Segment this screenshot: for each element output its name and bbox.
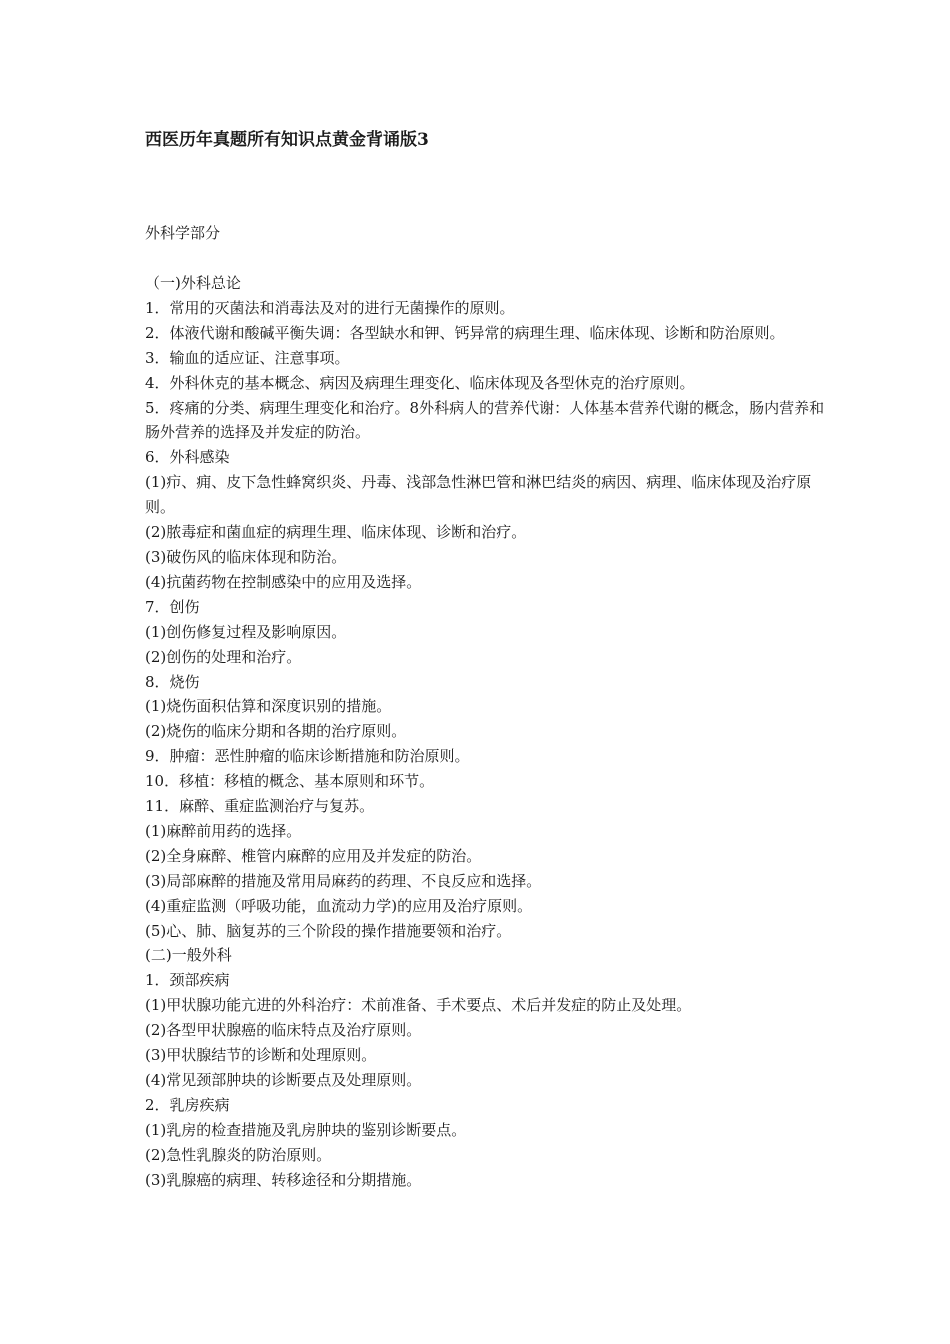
text-line: 1．常用的灭菌法和消毒法及对的进行无菌操作的原则。 [145, 298, 515, 317]
text-line: （一)外科总论 [145, 274, 241, 292]
text-line: (3)破伤风的临床体现和防治。 [145, 547, 347, 566]
text-line: (2)各型甲状腺癌的临床特点及治疗原则。 [145, 1021, 422, 1040]
text-line: (2)脓毒症和菌血症的病理生理、临床体现、诊断和治疗。 [145, 523, 527, 542]
text-line: (1)烧伤面积估算和深度识别的措施。 [145, 697, 392, 716]
text-line: (3)局部麻醉的措施及常用局麻药的药理、不良反应和选择。 [145, 871, 542, 890]
text-line: (2)烧伤的临床分期和各期的治疗原则。 [145, 722, 407, 741]
text-line: (3)乳腺癌的病理、转移途径和分期措施。 [145, 1170, 422, 1189]
text-line: 2．乳房疾病 [145, 1095, 230, 1114]
text-line: 9．肿瘤：恶性肿瘤的临床诊断措施和防治原则。 [145, 747, 470, 766]
text-line: 5．疼痛的分类、病理生理变化和治疗。8外科病人的营养代谢：人体基本营养代谢的概念，肠内营养和肠外营养的选择及并发症的防治。 [145, 398, 825, 442]
text-line: (2)创伤的处理和治疗。 [145, 647, 302, 666]
text-line: 1．颈部疾病 [145, 971, 230, 990]
text-line: (1)乳房的检查措施及乳房肿块的鉴别诊断要点。 [145, 1120, 467, 1139]
text-line: (4)重症监测（呼吸功能，血流动力学)的应用及治疗原则。 [145, 896, 533, 915]
text-line: (1)麻醉前用药的选择。 [145, 821, 302, 840]
document-body [145, 271, 825, 1193]
text-line: 4．外科休克的基本概念、病因及病理生理变化、临床体现及各型休克的治疗原则。 [145, 373, 695, 392]
text-line: 2．体液代谢和酸碱平衡失调：各型缺水和钾、钙异常的病理生理、临床体现、诊断和防治原则。 [145, 323, 785, 342]
text-line: 11．麻醉、重症监测治疗与复苏。 [145, 797, 375, 816]
text-line: 3．输血的适应证、注意事项。 [145, 348, 350, 367]
document-title: 西医历年真题所有知识点黄金背诵版3 [145, 130, 429, 150]
text-line: (4)抗菌药物在控制感染中的应用及选择。 [145, 572, 422, 591]
text-line: (二)一般外科 [145, 946, 232, 965]
text-line: (4)常见颈部肿块的诊断要点及处理原则。 [145, 1071, 422, 1089]
text-line: (2)全身麻醉、椎管内麻醉的应用及并发症的防治。 [145, 846, 482, 865]
text-line: (1)创伤修复过程及影响原因。 [145, 622, 347, 641]
text-line: 8．烧伤 [145, 672, 200, 691]
text-line: 10．移植：移植的概念、基本原则和环节。 [145, 772, 435, 791]
text-line: (5)心、肺、脑复苏的三个阶段的操作措施要领和治疗。 [145, 921, 512, 940]
text-line: 6．外科感染 [145, 448, 230, 467]
text-line: 7．创伤 [145, 597, 200, 616]
text-line: (3)甲状腺结节的诊断和处理原则。 [145, 1046, 377, 1065]
text-line: (2)急性乳腺炎的防治原则。 [145, 1145, 332, 1164]
text-line: (1)疖、痈、皮下急性蜂窝织炎、丹毒、浅部急性淋巴管和淋巴结炎的病因、病理、临床体现及治疗原则。 [145, 473, 812, 517]
section-title: 外科学部分 [145, 224, 221, 242]
text-line: (1)甲状腺功能亢进的外科治疗：术前准备、手术要点、术后并发症的防止及处理。 [145, 996, 692, 1015]
